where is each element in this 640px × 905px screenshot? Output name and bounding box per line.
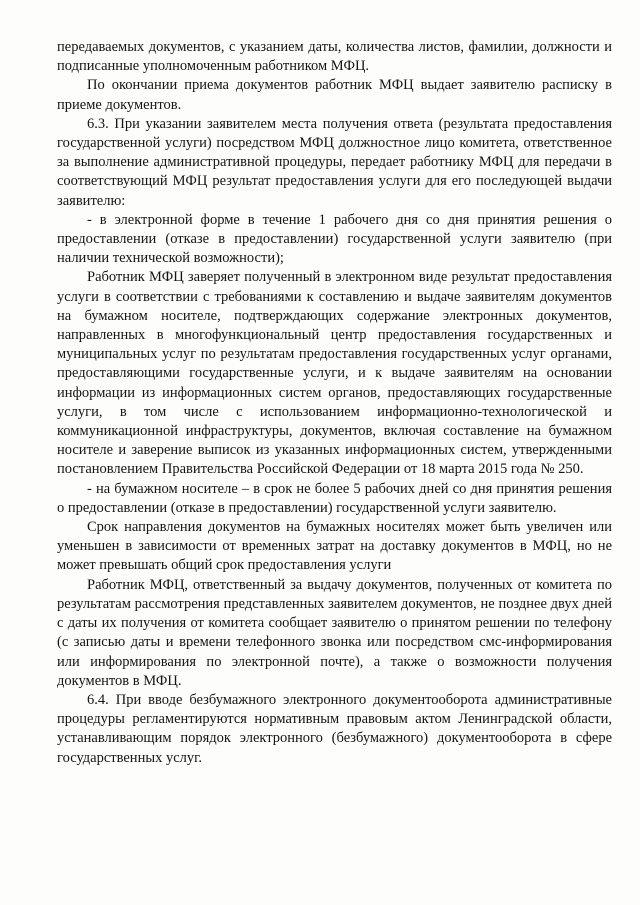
paragraph-notification: Работник МФЦ, ответственный за выдачу документов, полученных от комитета по результатам рассмотрения представленных заявителем документов, не позднее двух дней с даты их получения от комитета сообщает заявителю о принятом решении по телефону (с записью даты и времени телефонного звонка или посредством смс-информирования или информирования по электронной почте), а также о возможности получения документов в МФЦ. (57, 576, 612, 689)
paragraph-6-4: 6.4. При вводе безбумажного электронного документооборота административные процедуры регламентируются нормативным правовым актом Ленинградской области, устанавливающим порядок электронного (безбумажного) документооборота в сфере государственных услуг. (57, 691, 612, 766)
paragraph-certification: Работник МФЦ заверяет полученный в электронном виде результат предоставления услуги в соответствии с требованиями к составлению и выдаче заявителям документов на бумажном носителе, подтверждающих содержание электронных документов, направленных в многофункциональный центр предоставления государственных и муниципальных услуг по результатам предоставления государственных услуг органами, предоставляющими государственные услуги, и к выдаче заявителям на основании информации из информационных систем органов, предоставляющих государственные услуги, в том числе с использованием информационно-технологической и коммуникационной инфраструктуры, документов, включая составление на бумажном носителе и заверение выписок из указанных информационных систем, утвержденными постановлением Правительства Российской Федерации от 18 марта 2015 года № 250. (57, 269, 612, 478)
document-body (57, 38, 612, 768)
paragraph-electronic-form: - в электронной форме в течение 1 рабочего дня со дня принятия решения о предоставлении (отказе в предоставлении) государственной услуги заявителю (при наличии технической возможности); (57, 211, 612, 267)
paragraph-receipt: По окончании приема документов работник МФЦ выдает заявителю расписку в приеме документов. (57, 77, 612, 113)
paragraph-paper-form: - на бумажном носителе – в срок не более 5 рабочих дней со дня принятия решения о предоставлении (отказе в предоставлении) государственной услуги заявителю. (57, 480, 612, 516)
paragraph-6-3: 6.3. При указании заявителем места получения ответа (результата предоставления государственной услуги) посредством МФЦ должностное лицо комитета, ответственное за выполнение административной процедуры, передает работнику МФЦ для передачи в соответствующий МФЦ результат предоставления услуги для его последующей выдачи заявителю: (57, 115, 612, 209)
paragraph-delivery-term: Срок направления документов на бумажных носителях может быть увеличен или уменьшен в зависимости от временных затрат на доставку документов в МФЦ, но не может превышать общий срок предоставления услуги (57, 519, 612, 574)
paragraph-documents-list: передаваемых документов, с указанием даты, количества листов, фамилии, должности и подписанные уполномоченным работником МФЦ. (57, 39, 612, 75)
